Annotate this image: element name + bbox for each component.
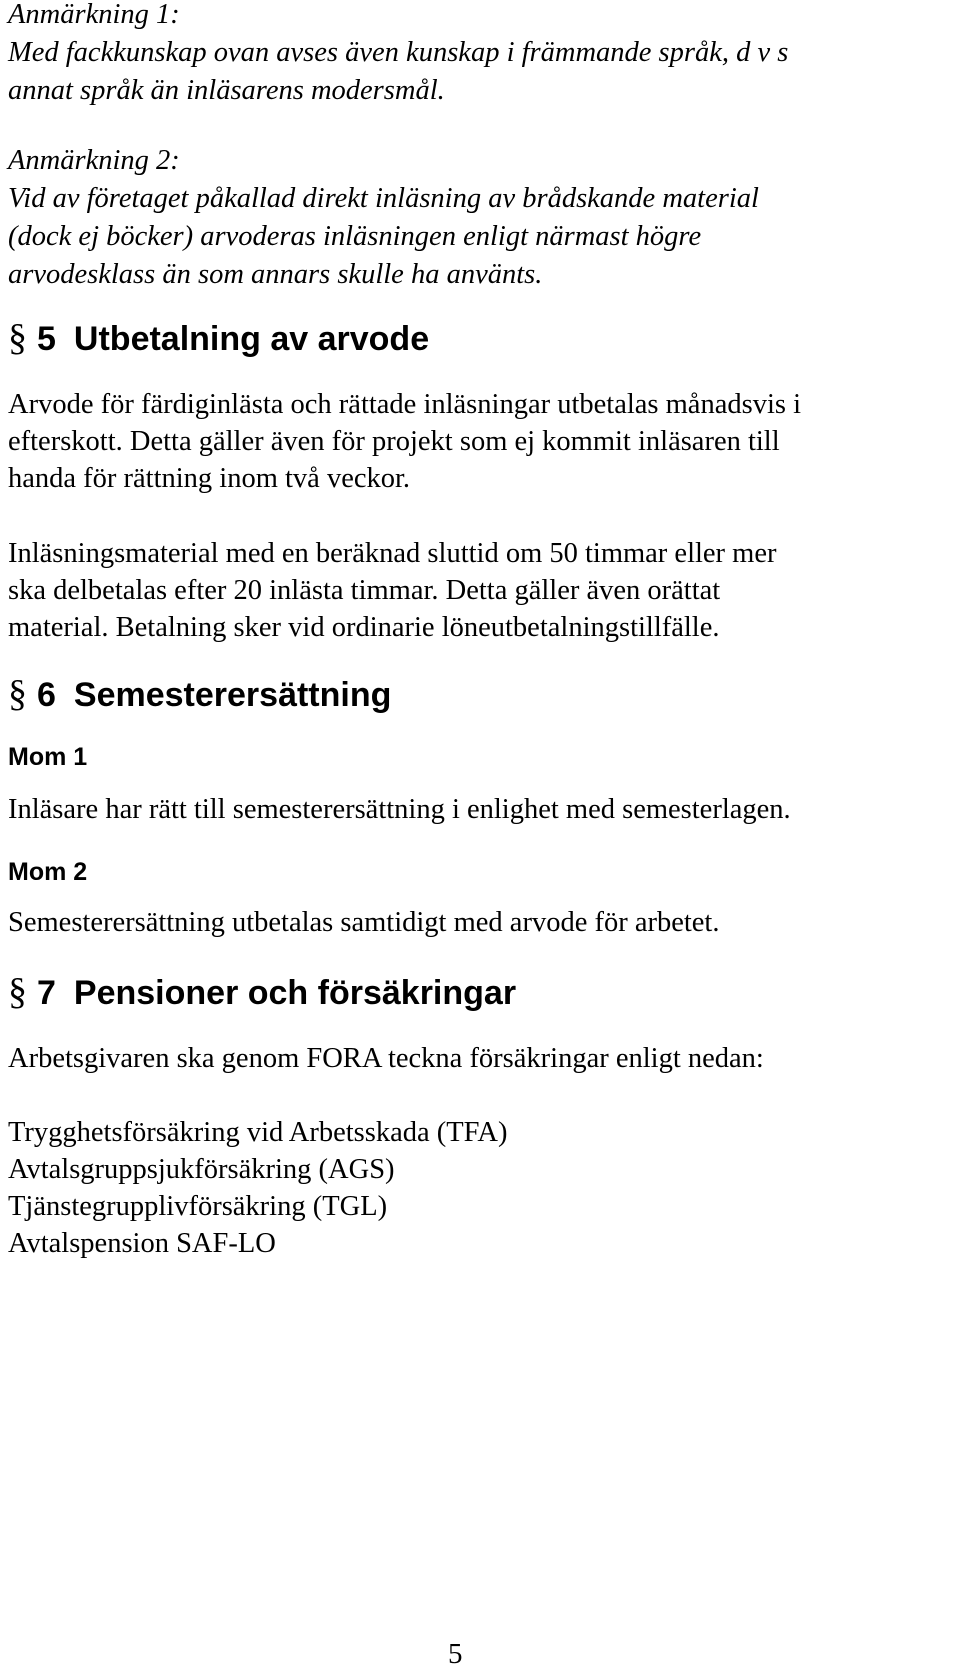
list-item: Tjänstegrupplivförsäkring (TGL) [8, 1191, 388, 1222]
note-2-line: arvodesklass än som annars skulle ha använts. [8, 259, 543, 290]
paragraph-line: Arvode för färdiginlästa och rättade inläsningar utbetalas månadsvis i [8, 389, 801, 420]
section-5-paragraph-2 [8, 535, 776, 646]
section-number: 7 [37, 974, 56, 1012]
mom-2-text [8, 904, 719, 941]
note-1 [8, 0, 788, 110]
note-2 [8, 142, 759, 294]
paragraph-line: Inläsningsmaterial med en beräknad sluttid om 50 timmar eller mer [8, 538, 777, 569]
page-number: 5 [448, 1638, 463, 1670]
paragraph-line: material. Betalning sker vid ordinarie löneutbetalningstillfälle. [8, 612, 720, 643]
section-title: Semesterersättning [73, 676, 392, 714]
mom-2-heading: Mom 2 [8, 858, 88, 886]
section-title: Utbetalning av arvode [73, 320, 430, 358]
mom-1-text [8, 791, 791, 828]
mom-1-heading: Mom 1 [8, 743, 88, 771]
note-1-line: annat språk än inläsarens modersmål. [8, 75, 445, 106]
list-item: Avtalspension SAF-LO [8, 1228, 276, 1259]
section-number: 5 [37, 320, 56, 358]
list-item: Avtalsgruppsjukförsäkring (AGS) [8, 1154, 395, 1185]
section-title: Pensioner och försäkringar [73, 974, 517, 1012]
section-7-heading [8, 972, 516, 1013]
paragraph-line: Inläsare har rätt till semesterersättning i enlighet med semesterlagen. [8, 794, 791, 825]
insurance-list [8, 1114, 508, 1262]
note-1-line: Med fackkunskap ovan avses även kunskap i främmande språk, d v s [8, 37, 789, 68]
section-5-paragraph-1 [8, 386, 801, 497]
section-6-heading [8, 674, 391, 715]
section-7-intro [8, 1040, 764, 1077]
paragraph-line: Arbetsgivaren ska genom FORA teckna försäkringar enligt nedan: [8, 1043, 764, 1074]
section-symbol: § [8, 971, 27, 1013]
list-item: Trygghetsförsäkring vid Arbetsskada (TFA) [8, 1117, 508, 1148]
section-number: 6 [37, 676, 56, 714]
section-symbol: § [8, 673, 27, 715]
paragraph-line: ska delbetalas efter 20 inlästa timmar. Detta gäller även orättat [8, 575, 721, 606]
paragraph-line: efterskott. Detta gäller även för projekt som ej kommit inläsaren till [8, 426, 780, 457]
note-2-title: Anmärkning 2: [8, 145, 180, 176]
note-2-line: (dock ej böcker) arvoderas inläsningen enligt närmast högre [8, 221, 702, 252]
paragraph-line: Semesterersättning utbetalas samtidigt med arvode för arbetet. [8, 907, 720, 938]
paragraph-line: handa för rättning inom två veckor. [8, 463, 411, 494]
section-5-heading [8, 318, 429, 359]
note-1-title: Anmärkning 1: [8, 0, 180, 30]
note-2-line: Vid av företaget påkallad direkt inläsning av brådskande material [8, 183, 759, 214]
section-symbol: § [8, 317, 27, 359]
